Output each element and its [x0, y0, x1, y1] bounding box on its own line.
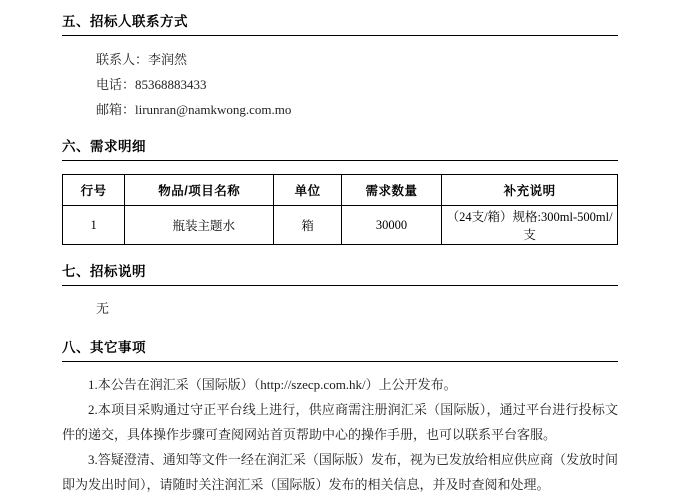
other-matter-item: 2.本项目采购通过守正平台线上进行，供应商需注册润汇采（国际版），通过平台进行投标文件的递交，具体操作步骤可查阅网站首页帮助中心的操作手册，也可以联系平台客服。: [62, 402, 618, 442]
cell-name: 瓶装主题水: [125, 206, 274, 245]
section-heading-contact: 五、招标人联系方式: [62, 14, 188, 29]
contact-person: 联系人：李润然: [96, 52, 188, 67]
section-heading-bid-notes: 七、招标说明: [62, 264, 146, 279]
table-header-index: 行号: [63, 175, 125, 206]
cell-quantity: 30000: [341, 206, 441, 245]
requirements-table: [62, 174, 618, 245]
cell-unit: 箱: [274, 206, 342, 245]
cell-remark: （24支/箱）规格:300ml-500ml/支: [442, 206, 618, 245]
section-divider-requirements: [62, 160, 618, 161]
contact-email: 邮箱：lirunran@namkwong.com.mo: [96, 102, 292, 117]
contact-details: [62, 47, 618, 122]
table-row: [63, 206, 618, 245]
table-header-quantity: 需求数量: [341, 175, 441, 206]
cell-index: 1: [63, 206, 125, 245]
contact-phone: 电话：85368883433: [96, 77, 207, 92]
table-header-name: 物品/项目名称: [125, 175, 274, 206]
section-heading-other-matters: 八、其它事项: [62, 340, 146, 355]
other-matter-item: 3.答疑澄清、通知等文件一经在润汇采（国际版）发布，视为已发放给相应供应商（发放时间即为发出时间），请随时关注润汇采（国际版）发布的相关信息，并及时查阅和处理。: [62, 452, 618, 492]
other-matter-item: 1.本公告在润汇采（国际版）（http://szecp.com.hk/）上公开发布。: [88, 377, 457, 392]
table-header-remark: 补充说明: [442, 175, 618, 206]
section-divider-bid-notes: [62, 285, 618, 286]
section-heading-requirements: 六、需求明细: [62, 139, 146, 154]
section-requirements: [62, 135, 618, 245]
other-matters-content: [62, 372, 618, 497]
section-divider-other-matters: [62, 361, 618, 362]
section-divider-contact: [62, 35, 618, 36]
table-header-unit: 单位: [274, 175, 342, 206]
bid-notes-content: 无: [96, 301, 110, 316]
section-contact: [62, 10, 618, 122]
requirements-table-wrap: [62, 174, 618, 245]
section-bid-notes: [62, 260, 618, 321]
table-header-row: [63, 175, 618, 206]
section-other-matters: [62, 336, 618, 497]
